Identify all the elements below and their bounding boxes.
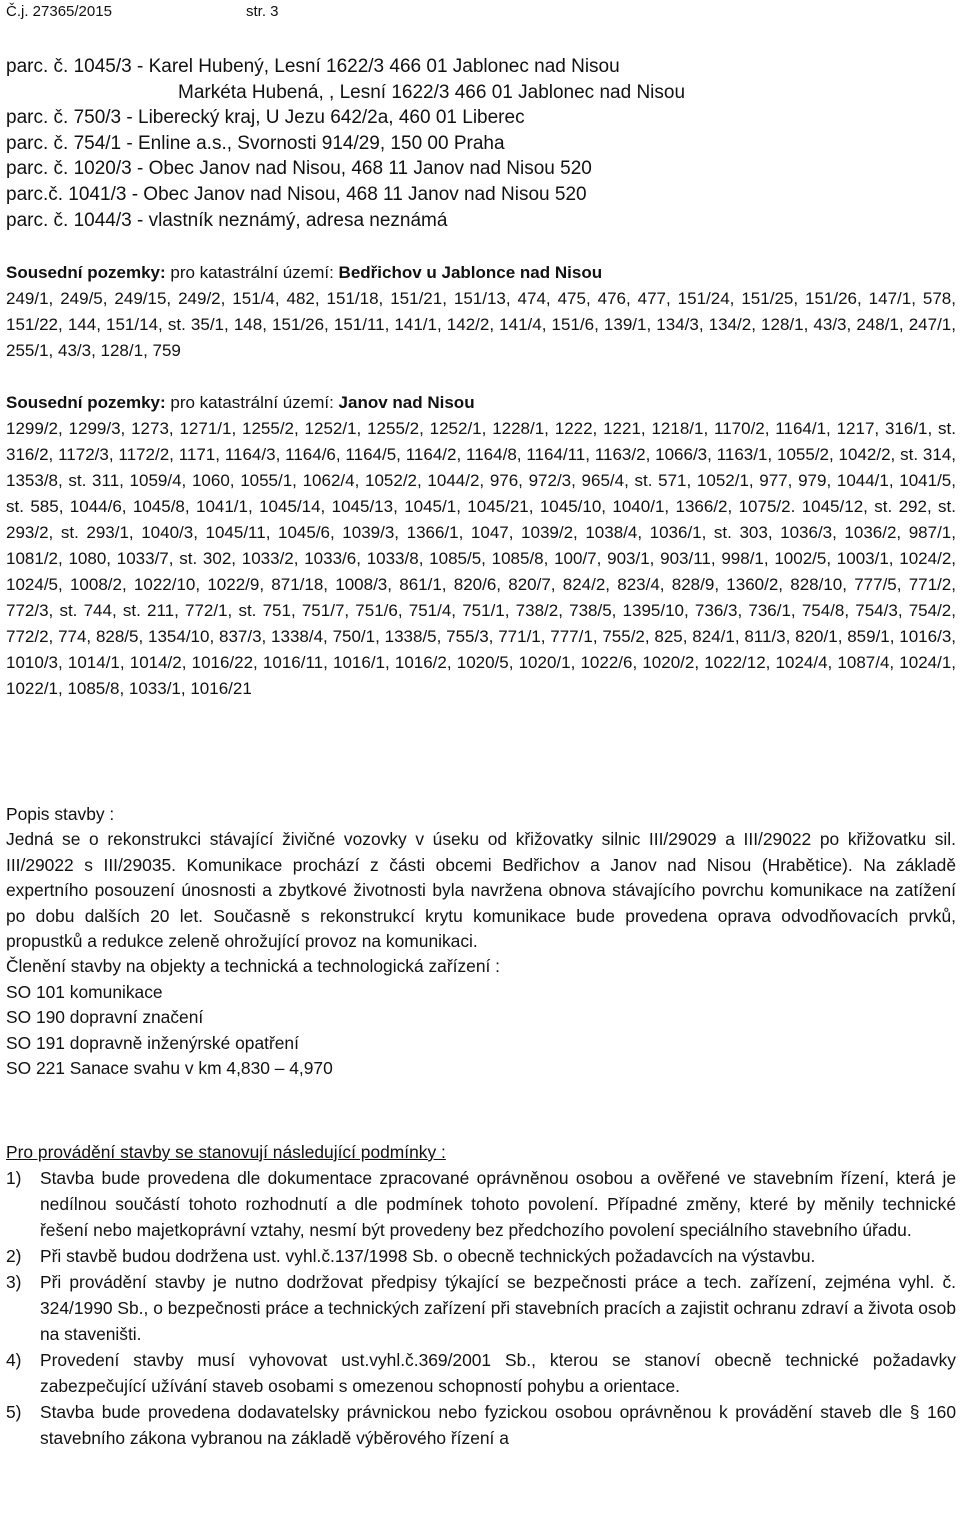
page-number: str. 3 (246, 3, 279, 20)
neighbor-label: Sousední pozemky: (6, 393, 166, 412)
neighbor-mid: pro katastrální území: (165, 263, 339, 282)
division-title: Členění stavby na objekty a technická a technologická zařízení : (6, 956, 500, 977)
object-item: SO 191 dopravně inženýrské opatření (6, 1032, 299, 1053)
description-title: Popis stavby : (6, 804, 115, 824)
condition-item (6, 1269, 956, 1347)
reference-number: Č.j. 27365/2015 (6, 3, 112, 20)
condition-text: Provedení stavby musí vyhovovat ust.vyhl.č.369/2001 Sb., kterou se stanoví obecně technické požadavky zabezpečující užívání staveb osobami s omezenou schopností pohybu a orientace. (40, 1350, 956, 1396)
cadastral-area: Bedřichov u Jablonce nad Nisou (338, 263, 603, 282)
parcel-line: parc. č. 1045/3 - Karel Hubený, Lesní 1622/3 466 01 Jablonec nad Nisou (6, 56, 620, 77)
object-item: SO 221 Sanace svahu v km 4,830 – 4,970 (6, 1058, 333, 1079)
neighbor-mid: pro katastrální území: (165, 393, 339, 412)
condition-number: 2) (6, 1246, 22, 1266)
neighbor-parcel-numbers: 1299/2, 1299/3, 1273, 1271/1, 1255/2, 1252/1, 1255/2, 1252/1, 1228/1, 1222, 1221, 1218/1, 1170/2, 1164/1, 1217, 316/1, st. 316/2, 1172/3, 1172/2, 1171, 1164/3, 1164/6, 1164/5, 1164/2, 1164/8, 1164/11, 1163/2, 1066/3, 1163/1, 1055/2, 1042/2, st. 314, 1353/8, st. 311, 1059/4, 1060, 1055/1, 1062/4, 1052/2, 1044/2, 976, 972/3, 965/4, st. 571, 1052/1, 977, 979, 1044/1, 1041/5, st. 585, 1044/6, 1045/8, 1041/1, 1045/14, 1045/13, 1045/1, 1045/21, 1045/10, 1040/1, 1366/2, 1075/2. 1045/12, st. 292, st. 293/2, st. 293/1, 1040/3, 1045/11, 1045/6, 1039/3, 1366/1, 1047, 1039/2, 1038/4, 1036/1, st. 303, 1036/3, 1036/2, 987/1, 1081/2, 1080, 1033/7, st. 302, 1033/2, 1033/6, 1033/8, 1085/5, 1085/8, 100/7, 903/1, 903/11, 998/1, 1002/5, 1003/1, 1024/2, 1024/5, 1008/2, 1022/10, 1022/9, 871/18, 1008/3, 861/1, 820/6, 820/7, 824/2, 823/4, 828/9, 1360/2, 828/10, 777/5, 771/2, 772/3, st. 744, st. 211, 772/1, st. 751, 751/7, 751/6, 751/4, 751/1, 738/2, 738/5, 1395/10, 736/3, 736/1, 754/8, 754/3, 754/2, 772/2, 774, 828/5, 1354/10, 837/3, 1338/4, 750/1, 1338/5, 755/3, 771/1, 777/1, 755/2, 825, 824/1, 811/3, 820/1, 859/1, 1016/3, 1010/3, 1014/1, 1014/2, 1016/22, 1016/11, 1016/1, 1016/2, 1020/5, 1020/1, 1022/6, 1020/2, 1022/12, 1024/4, 1087/4, 1024/1, 1022/1, 1085/8, 1033/1, 1016/21 (6, 419, 956, 698)
condition-number: 4) (6, 1350, 22, 1370)
cadastral-area: Janov nad Nisou (338, 393, 475, 412)
parcel-line: parc. č. 1020/3 - Obec Janov nad Nisou, 468 11 Janov nad Nisou 520 (6, 158, 592, 180)
condition-number: 1) (6, 1168, 22, 1188)
description-text: Jedná se o rekonstrukci stávající živičné vozovky v úseku od křižovatky silnic III/29029 a III/29022 po křižovatku sil. III/29022 s III/29035. Komunikace prochází z části obcemi Bedřichov a Janov nad Nisou (Hrabětice). Na základě expertního posouzení únosnosti a zbytkové životnosti byla navržena obnova stávajícího povrchu komunikace na zatížení po dobu dalších 20 let. Současně s rekonstrukcí krytu komunikace bude provedena oprava odvodňovacích prvků, propustků a redukce zeleně ohrožující provoz na komunikaci. (6, 829, 956, 952)
condition-item (6, 1243, 956, 1269)
conditions-list (6, 1165, 956, 1451)
neighbor-parcels-title (6, 390, 956, 416)
parcel-line: parc. č. 750/3 - Liberecký kraj, U Jezu 642/2a, 460 01 Liberec (6, 107, 525, 129)
condition-text: Při provádění stavby je nutno dodržovat předpisy týkající se bezpečnosti práce a tech. zařízení, zejména vyhl. č. 324/1990 Sb., o bezpečnosti práce a technických zařízení při stavebních pracích a zajistit ochranu zdraví a života osob na staveništi. (40, 1272, 956, 1344)
neighbor-label: Sousední pozemky: (6, 263, 166, 282)
condition-text: Při stavbě budou dodržena ust. vyhl.č.137/1998 Sb. o obecně technických požadavcích na výstavbu. (40, 1246, 816, 1266)
parcel-line: parc. č. 1044/3 - vlastník neznámý, adresa neznámá (6, 209, 448, 231)
neighbor-parcel-numbers: 249/1, 249/5, 249/15, 249/2, 151/4, 482, 151/18, 151/21, 151/13, 474, 475, 476, 477, 151/24, 151/25, 151/26, 147/1, 578, 151/22, 144, 151/14, st. 35/1, 148, 151/26, 151/11, 141/1, 142/2, 141/4, 151/6, 139/1, 134/3, 134/2, 128/1, 43/3, 248/1, 247/1, 255/1, 43/3, 128/1, 759 (6, 289, 956, 360)
page-header (6, 2, 279, 22)
object-item: SO 190 dopravní značení (6, 1007, 204, 1028)
condition-text: Stavba bude provedena dle dokumentace zpracované oprávněnou osobou a ověřené ve stavebním řízení, která je nedílnou součástí tohoto rozhodnutí a dle podmínek tohoto povolení. Případné změny, které by měnily technické řešení nebo majetkoprávní vztahy, nesmí být provedeny bez předchozího povolení speciálního stavebního úřadu. (40, 1168, 956, 1240)
neighbor-parcels-section (6, 390, 956, 702)
parcel-line: Markéta Hubená, , Lesní 1622/3 466 01 Jablonec nad Nisou (178, 81, 686, 103)
conditions-title: Pro provádění stavby se stanovují následující podmínky : (6, 1142, 446, 1162)
neighbor-parcels-section (6, 260, 956, 364)
condition-item (6, 1347, 956, 1399)
neighbor-parcels-title (6, 260, 956, 286)
parcel-line: parc.č. 1041/3 - Obec Janov nad Nisou, 468 11 Janov nad Nisou 520 (6, 183, 587, 205)
condition-item (6, 1165, 956, 1243)
condition-number: 5) (6, 1402, 22, 1422)
construction-description (6, 802, 956, 1081)
parcel-line: parc. č. 754/1 - Enline a.s., Svornosti 914/29, 150 00 Praha (6, 132, 505, 154)
object-item: SO 101 komunikace (6, 981, 163, 1002)
condition-number: 3) (6, 1272, 22, 1292)
conditions-section (6, 1139, 956, 1451)
condition-item (6, 1399, 956, 1451)
parcel-owners-list (6, 54, 956, 233)
condition-text: Stavba bude provedena dodavatelsky právnickou nebo fyzickou osobou oprávněnou k provádění staveb dle § 160 stavebního zákona vybranou na základě výběrového řízení a (40, 1402, 956, 1448)
